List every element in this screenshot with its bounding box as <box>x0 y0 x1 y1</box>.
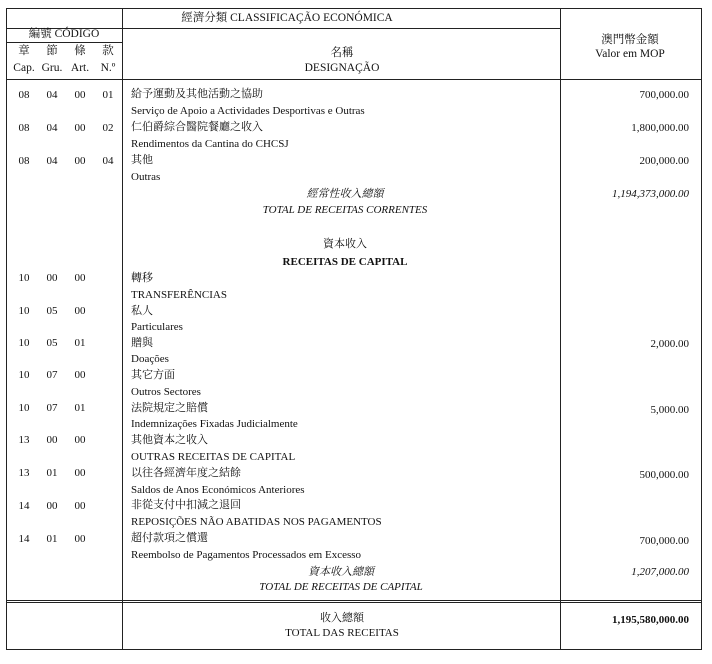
designation-pt: Outras <box>131 171 161 183</box>
amount: 2,000.00 <box>650 338 689 350</box>
code-art: 00 <box>74 369 86 381</box>
designation-zh: 贈與 <box>131 337 153 349</box>
code-gru: 07 <box>46 369 58 381</box>
designation-pt: Particulares <box>131 321 183 333</box>
code-cap: 13 <box>18 434 30 446</box>
designation-pt: Outros Sectores <box>131 386 201 398</box>
code-art: 00 <box>74 305 86 317</box>
code-cap: 14 <box>18 500 30 512</box>
code-cap: 08 <box>18 155 30 167</box>
grand-total-amount: 1,195,580,000.00 <box>612 614 689 626</box>
code-cap: 08 <box>18 122 30 134</box>
amount: 500,000.00 <box>639 469 689 481</box>
code-cap: 08 <box>18 89 30 101</box>
code-art: 00 <box>74 467 86 479</box>
code-cap: 10 <box>18 305 30 317</box>
designation-pt: Reembolso de Pagamentos Processados em Excesso <box>131 549 362 561</box>
code-group-header: 編號 CÓDIGO <box>28 28 100 40</box>
code-gru: 05 <box>46 305 58 317</box>
divider-code-group <box>6 42 123 43</box>
designation-pt: REPOSIÇÕES NÃO ABATIDAS NOS PAGAMENTOS <box>131 516 382 528</box>
classification-header: 經濟分類 CLASSIFICAÇÃO ECONÓMICA <box>181 12 393 24</box>
divider-grand-total-top-double <box>6 602 702 603</box>
capital-total-amount: 1,207,000.00 <box>631 566 689 578</box>
amount: 700,000.00 <box>639 89 689 101</box>
designation-header-zh: 名稱 <box>330 47 354 59</box>
designation-zh: 私人 <box>131 305 153 317</box>
designation-pt: Saldos de Anos Económicos Anteriores <box>131 484 305 496</box>
designation-zh: 其他資本之收入 <box>131 434 208 446</box>
code-art: 00 <box>74 533 86 545</box>
divider-header <box>6 79 702 80</box>
designation-pt: Rendimentos da Cantina do CHCSJ <box>131 138 289 150</box>
code-col-art-pt: Art. <box>70 62 90 74</box>
code-gru: 04 <box>46 155 58 167</box>
designation-zh: 超付款項之償還 <box>131 532 208 544</box>
designation-pt: Serviço de Apoio a Actividades Desportivas e Outras <box>131 105 365 117</box>
current-total-zh: 經常性收入總額 <box>306 188 384 200</box>
code-cap: 13 <box>18 467 30 479</box>
designation-zh: 以往各經濟年度之結餘 <box>131 467 241 479</box>
code-art: 00 <box>74 434 86 446</box>
code-cap: 10 <box>18 337 30 349</box>
code-gru: 00 <box>46 272 58 284</box>
code-cap: 10 <box>18 402 30 414</box>
code-art: 01 <box>74 337 86 349</box>
code-art: 01 <box>74 402 86 414</box>
designation-pt: Doações <box>131 353 169 365</box>
divider-code-designation <box>122 8 123 650</box>
designation-pt: TRANSFERÊNCIAS <box>131 289 227 301</box>
code-gru: 04 <box>46 122 58 134</box>
code-gru: 00 <box>46 434 58 446</box>
amount: 1,800,000.00 <box>631 122 689 134</box>
designation-zh: 仁伯爵綜合醫院餐廳之收入 <box>131 121 263 133</box>
capital-heading-zh: 資本收入 <box>323 238 367 250</box>
code-gru: 00 <box>46 500 58 512</box>
code-gru: 04 <box>46 89 58 101</box>
code-col-no-pt: N.º <box>100 62 116 74</box>
divider-grand-total-top <box>6 600 702 601</box>
capital-total-pt: TOTAL DE RECEITAS DE CAPITAL <box>259 581 423 593</box>
code-no: 01 <box>102 89 114 101</box>
code-gru: 01 <box>46 533 58 545</box>
designation-zh: 給予運動及其他活動之協助 <box>131 88 263 100</box>
designation-zh: 其他 <box>131 154 153 166</box>
value-header-zh: 澳門幣金額 <box>601 34 659 46</box>
grand-total-zh: 收入總額 <box>320 612 364 624</box>
amount: 5,000.00 <box>650 404 689 416</box>
code-art: 00 <box>74 155 86 167</box>
code-gru: 07 <box>46 402 58 414</box>
designation-zh: 法院規定之賠償 <box>131 402 208 414</box>
code-art: 00 <box>74 272 86 284</box>
amount: 200,000.00 <box>639 155 689 167</box>
code-col-no-zh: 款 <box>102 45 114 57</box>
designation-header-pt: DESIGNAÇÃO <box>304 62 380 74</box>
code-no: 02 <box>102 122 114 134</box>
capital-heading-pt: RECEITAS DE CAPITAL <box>282 256 408 268</box>
code-col-cap-zh: 章 <box>18 45 30 57</box>
code-col-cap-pt: Cap. <box>13 62 35 74</box>
value-header-pt: Valor em MOP <box>595 48 665 60</box>
designation-pt: Indemnizações Fixadas Judicialmente <box>131 418 298 430</box>
divider-designation-value <box>560 8 561 650</box>
code-cap: 14 <box>18 533 30 545</box>
code-col-art-zh: 條 <box>74 45 86 57</box>
current-total-pt: TOTAL DE RECEITAS CORRENTES <box>262 204 428 216</box>
current-total-amount: 1,194,373,000.00 <box>612 188 689 200</box>
code-no: 04 <box>102 155 114 167</box>
code-art: 00 <box>74 89 86 101</box>
code-cap: 10 <box>18 369 30 381</box>
code-art: 00 <box>74 500 86 512</box>
designation-zh: 其它方面 <box>131 369 175 381</box>
designation-pt: OUTRAS RECEITAS DE CAPITAL <box>131 451 296 463</box>
grand-total-pt: TOTAL DAS RECEITAS <box>285 627 399 639</box>
code-col-gru-pt: Gru. <box>41 62 63 74</box>
code-cap: 10 <box>18 272 30 284</box>
code-gru: 05 <box>46 337 58 349</box>
amount: 700,000.00 <box>639 535 689 547</box>
designation-zh: 非從支付中扣減之退回 <box>131 499 241 511</box>
code-col-gru-zh: 節 <box>46 45 58 57</box>
code-art: 00 <box>74 122 86 134</box>
capital-total-zh: 資本收入總額 <box>308 566 374 578</box>
code-gru: 01 <box>46 467 58 479</box>
designation-zh: 轉移 <box>131 272 153 284</box>
